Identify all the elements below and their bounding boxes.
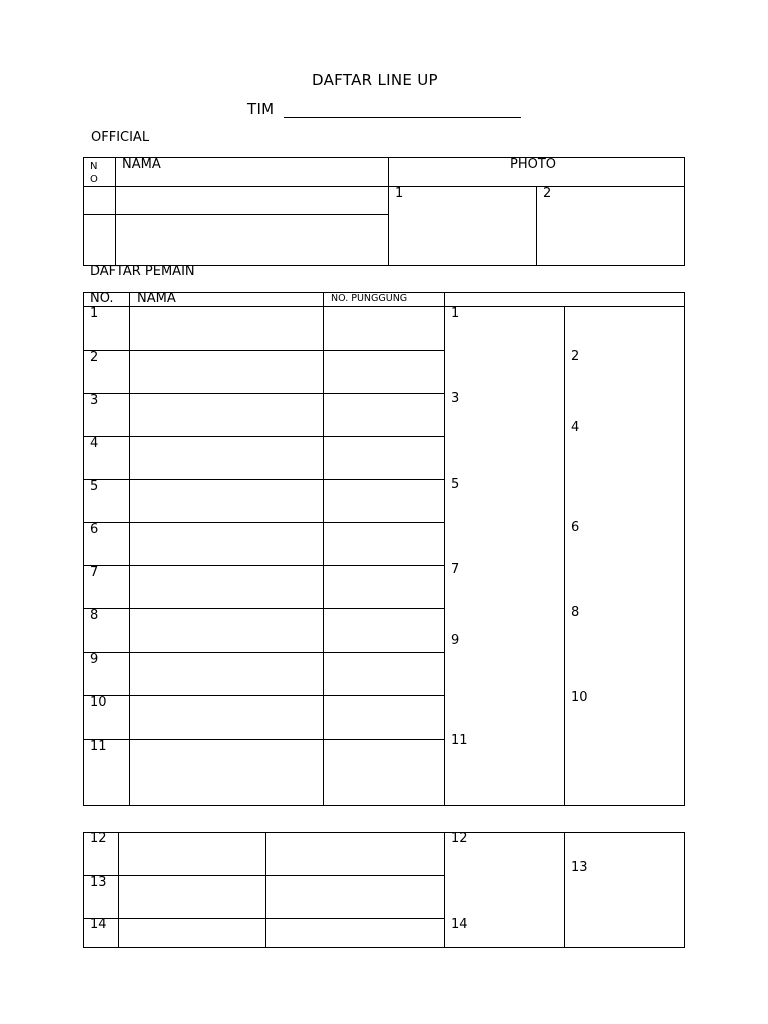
player-row-divider (83, 522, 444, 523)
player-photo-number: 5 (451, 477, 460, 492)
players-header-divider (83, 306, 685, 307)
reserves-col-divider-no (118, 832, 119, 948)
player-row-number: 4 (90, 436, 99, 451)
player-photo-number: 3 (451, 391, 460, 406)
official-heading: OFFICIAL (91, 130, 150, 145)
reserve-row-number: 13 (90, 875, 107, 890)
official-name-cell-2[interactable] (116, 215, 387, 265)
reserve-row-number: 12 (90, 831, 107, 846)
reserve-photo-number: 14 (451, 917, 468, 932)
player-row-number: 6 (90, 522, 99, 537)
reserve-row-divider (83, 918, 444, 919)
reserve-row-number: 14 (90, 917, 107, 932)
reserves-table-border (83, 832, 685, 948)
player-row-divider (83, 393, 444, 394)
official-photo-slot-1: 1 (395, 186, 404, 201)
players-col-divider-punggung (323, 292, 324, 806)
player-row-divider (83, 565, 444, 566)
players-col-punggung: NO. PUNGGUNG (331, 293, 408, 304)
team-name-line[interactable] (284, 117, 521, 118)
player-photo-number: 6 (571, 520, 580, 535)
player-row-number: 2 (90, 350, 99, 365)
player-row-number: 11 (90, 739, 107, 754)
player-row-divider (83, 479, 444, 480)
player-row-divider (83, 436, 444, 437)
player-row-number: 10 (90, 695, 107, 710)
team-label: TIM (247, 100, 275, 118)
player-photo-number: 8 (571, 605, 580, 620)
players-col-divider-no (129, 292, 130, 806)
official-col-divider-photo (388, 157, 389, 266)
player-photo-number: 11 (451, 733, 468, 748)
players-col-no: NO. (90, 291, 114, 306)
official-col-nama: NAMA (122, 157, 161, 172)
player-photo-number: 10 (571, 690, 588, 705)
reserves-col-divider-photo (444, 832, 445, 948)
players-table-border (83, 292, 685, 806)
reserves-col-divider-name (265, 832, 266, 948)
player-row-number: 5 (90, 479, 99, 494)
player-photo-number: 4 (571, 420, 580, 435)
player-row-divider (83, 739, 444, 740)
official-photo-divider (536, 186, 537, 266)
player-photo-number: 7 (451, 562, 460, 577)
player-row-number: 1 (90, 306, 99, 321)
official-col-no-bottom: O (90, 174, 98, 185)
player-row-divider (83, 695, 444, 696)
player-row-divider (83, 652, 444, 653)
reserve-row-divider (83, 875, 444, 876)
player-photo-number: 1 (451, 306, 460, 321)
player-photo-number: 9 (451, 633, 460, 648)
player-row-number: 9 (90, 652, 99, 667)
official-col-photo: PHOTO (510, 157, 557, 172)
players-photo-divider (564, 306, 565, 806)
player-row-number: 7 (90, 565, 99, 580)
player-row-divider (83, 608, 444, 609)
reserve-photo-number: 13 (571, 860, 588, 875)
players-col-nama: NAMA (137, 291, 176, 306)
players-heading: DAFTAR PEMAIN (90, 264, 195, 279)
player-row-number: 8 (90, 608, 99, 623)
page-title: DAFTAR LINE UP (312, 71, 438, 89)
official-name-cell-1[interactable] (116, 187, 387, 213)
reserves-photo-divider (564, 832, 565, 948)
official-col-no-top: N (90, 161, 98, 172)
players-col-divider-photo (444, 292, 445, 806)
player-row-divider (83, 350, 444, 351)
player-row-number: 3 (90, 393, 99, 408)
reserve-photo-number: 12 (451, 831, 468, 846)
official-photo-slot-2: 2 (543, 186, 552, 201)
player-photo-number: 2 (571, 349, 580, 364)
